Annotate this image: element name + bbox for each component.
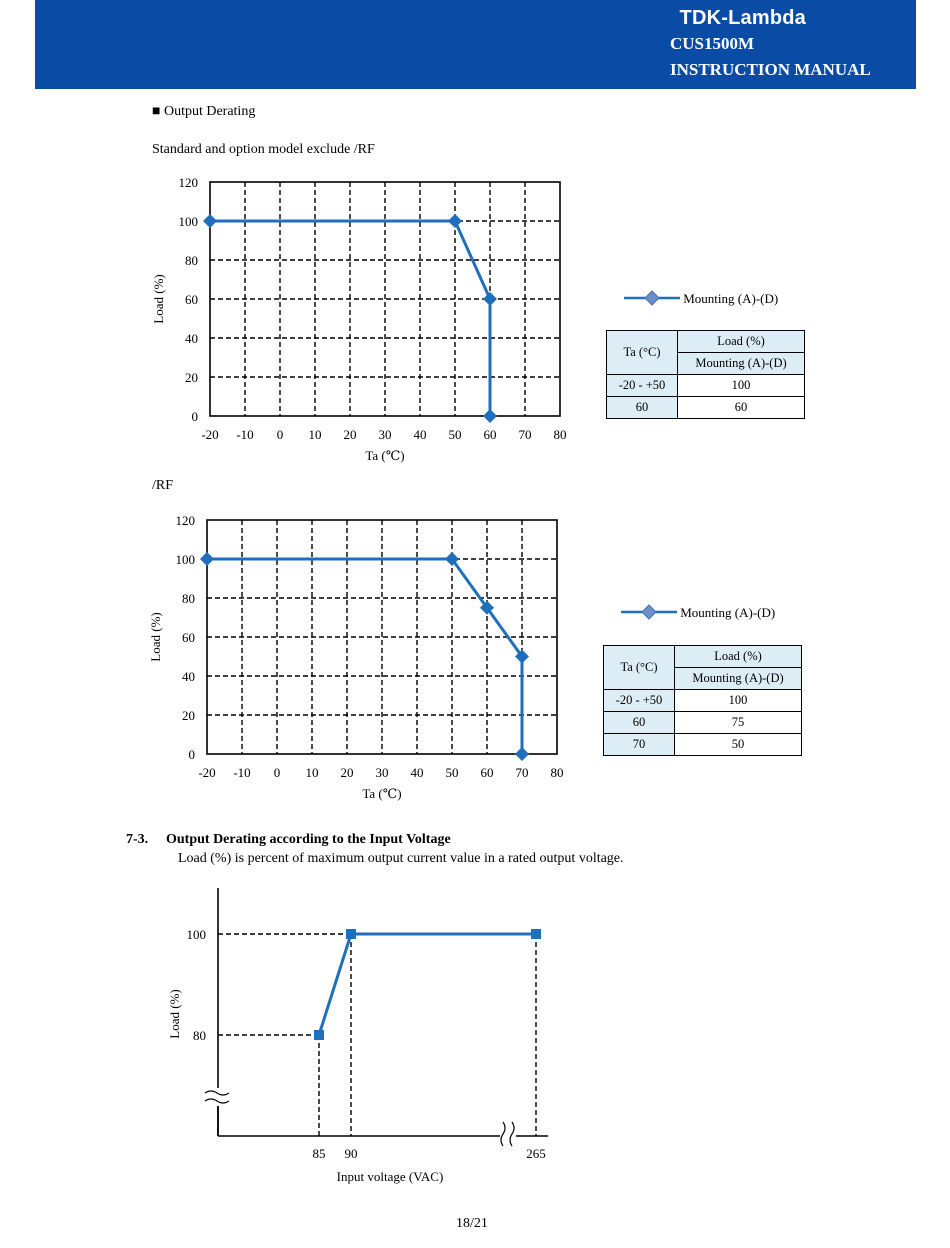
data-point-diamond <box>483 292 497 306</box>
y-tick-label: 80 <box>193 1028 206 1043</box>
x-tick-label: 60 <box>480 765 494 780</box>
x-axis-label: Ta (℃) <box>365 448 405 463</box>
chart2-caption: /RF <box>152 478 174 493</box>
table1-ta-header: Ta (°C) <box>607 331 678 375</box>
input-voltage-derating-chart <box>167 888 548 1184</box>
table1-load-header: Load (%) <box>678 331 805 353</box>
x-tick-label: 20 <box>340 765 354 780</box>
section-7-3-title: Output Derating according to the Input Voltage <box>166 832 451 847</box>
x-tick-label: 50 <box>445 765 459 780</box>
table-cell: 100 <box>678 375 805 397</box>
data-point-diamond <box>200 552 214 566</box>
table-cell: 60 <box>607 397 678 419</box>
x-tick-label: -20 <box>201 427 219 442</box>
table-cell: 50 <box>675 734 802 756</box>
manual-title: INSTRUCTION MANUAL <box>670 60 871 79</box>
x-tick-label: 80 <box>553 427 567 442</box>
table2-mount-header: Mounting (A)-(D) <box>675 668 802 690</box>
chart1-caption: Standard and option model exclude /RF <box>152 142 375 157</box>
x-tick-label: 20 <box>343 427 357 442</box>
y-tick-label: 40 <box>182 669 195 684</box>
data-point-square <box>531 929 541 939</box>
chart1-legend-label: Mounting (A)-(D) <box>683 291 779 306</box>
y-tick-label: 0 <box>188 747 195 762</box>
data-point-square <box>346 929 356 939</box>
x-tick-label: 10 <box>308 427 322 442</box>
table2-load-header: Load (%) <box>675 646 802 668</box>
y-tick-label: 100 <box>186 927 206 942</box>
x-tick-label: 70 <box>515 765 529 780</box>
brand-name: TDK-Lambda <box>679 7 806 29</box>
x-tick-label: 30 <box>375 765 389 780</box>
data-point-diamond <box>203 214 217 228</box>
table1-mount-header: Mounting (A)-(D) <box>678 353 805 375</box>
x-tick-label: 40 <box>413 427 427 442</box>
x-tick-label: 0 <box>273 765 281 780</box>
table-cell: 75 <box>675 712 802 734</box>
y-tick-label: 80 <box>185 253 198 268</box>
x-tick-label: 80 <box>550 765 564 780</box>
data-point-diamond <box>448 214 462 228</box>
y-tick-label: 60 <box>185 292 198 307</box>
x-tick-label: 70 <box>518 427 532 442</box>
table-cell: 100 <box>675 690 802 712</box>
x-tick-label: 90 <box>344 1146 358 1161</box>
derating-chart-2 <box>148 513 564 801</box>
y-tick-label: 80 <box>182 591 195 606</box>
y-axis-label: Load (%) <box>151 274 166 324</box>
x-tick-label: -20 <box>198 765 216 780</box>
data-point-square <box>314 1030 324 1040</box>
x-tick-label: -10 <box>236 427 254 442</box>
data-point-diamond <box>483 409 497 423</box>
table2-ta-header: Ta (°C) <box>604 646 675 690</box>
y-tick-label: 100 <box>175 552 195 567</box>
table-cell: 60 <box>678 397 805 419</box>
y-tick-label: 60 <box>182 630 195 645</box>
x-tick-label: 30 <box>378 427 392 442</box>
x-tick-label: 40 <box>410 765 424 780</box>
table-cell: -20 - +50 <box>604 690 675 712</box>
y-axis-label: Load (%) <box>167 989 182 1039</box>
table-cell: 60 <box>604 712 675 734</box>
x-tick-label: 265 <box>526 1146 546 1161</box>
y-axis-label: Load (%) <box>148 612 163 662</box>
y-tick-label: 0 <box>191 409 198 424</box>
x-axis-label: Input voltage (VAC) <box>336 1169 444 1184</box>
table-cell: -20 - +50 <box>607 375 678 397</box>
x-axis-label: Ta (℃) <box>362 786 402 801</box>
y-tick-label: 20 <box>182 708 195 723</box>
section-heading-output-derating: ■ Output Derating <box>152 104 256 119</box>
section-7-3-number: 7-3. <box>126 832 149 847</box>
section-7-3-note: Load (%) is percent of maximum output current value in a rated output voltage. <box>178 851 624 866</box>
x-tick-label: 0 <box>276 427 284 442</box>
model-name: CUS1500M <box>670 34 755 53</box>
y-tick-label: 120 <box>175 513 195 528</box>
x-tick-label: -10 <box>233 765 251 780</box>
x-tick-label: 85 <box>312 1146 326 1161</box>
chart2-legend-label: Mounting (A)-(D) <box>680 605 776 620</box>
derating-chart-1 <box>151 175 567 463</box>
table-cell: 70 <box>604 734 675 756</box>
y-tick-label: 20 <box>185 370 198 385</box>
page-number: 18/21 <box>456 1216 488 1231</box>
x-tick-label: 10 <box>305 765 319 780</box>
data-point-diamond <box>515 747 529 761</box>
y-tick-label: 40 <box>185 331 198 346</box>
y-tick-label: 120 <box>178 175 198 190</box>
x-tick-label: 50 <box>448 427 462 442</box>
series-line <box>207 559 522 754</box>
y-tick-label: 100 <box>178 214 198 229</box>
x-tick-label: 60 <box>483 427 497 442</box>
